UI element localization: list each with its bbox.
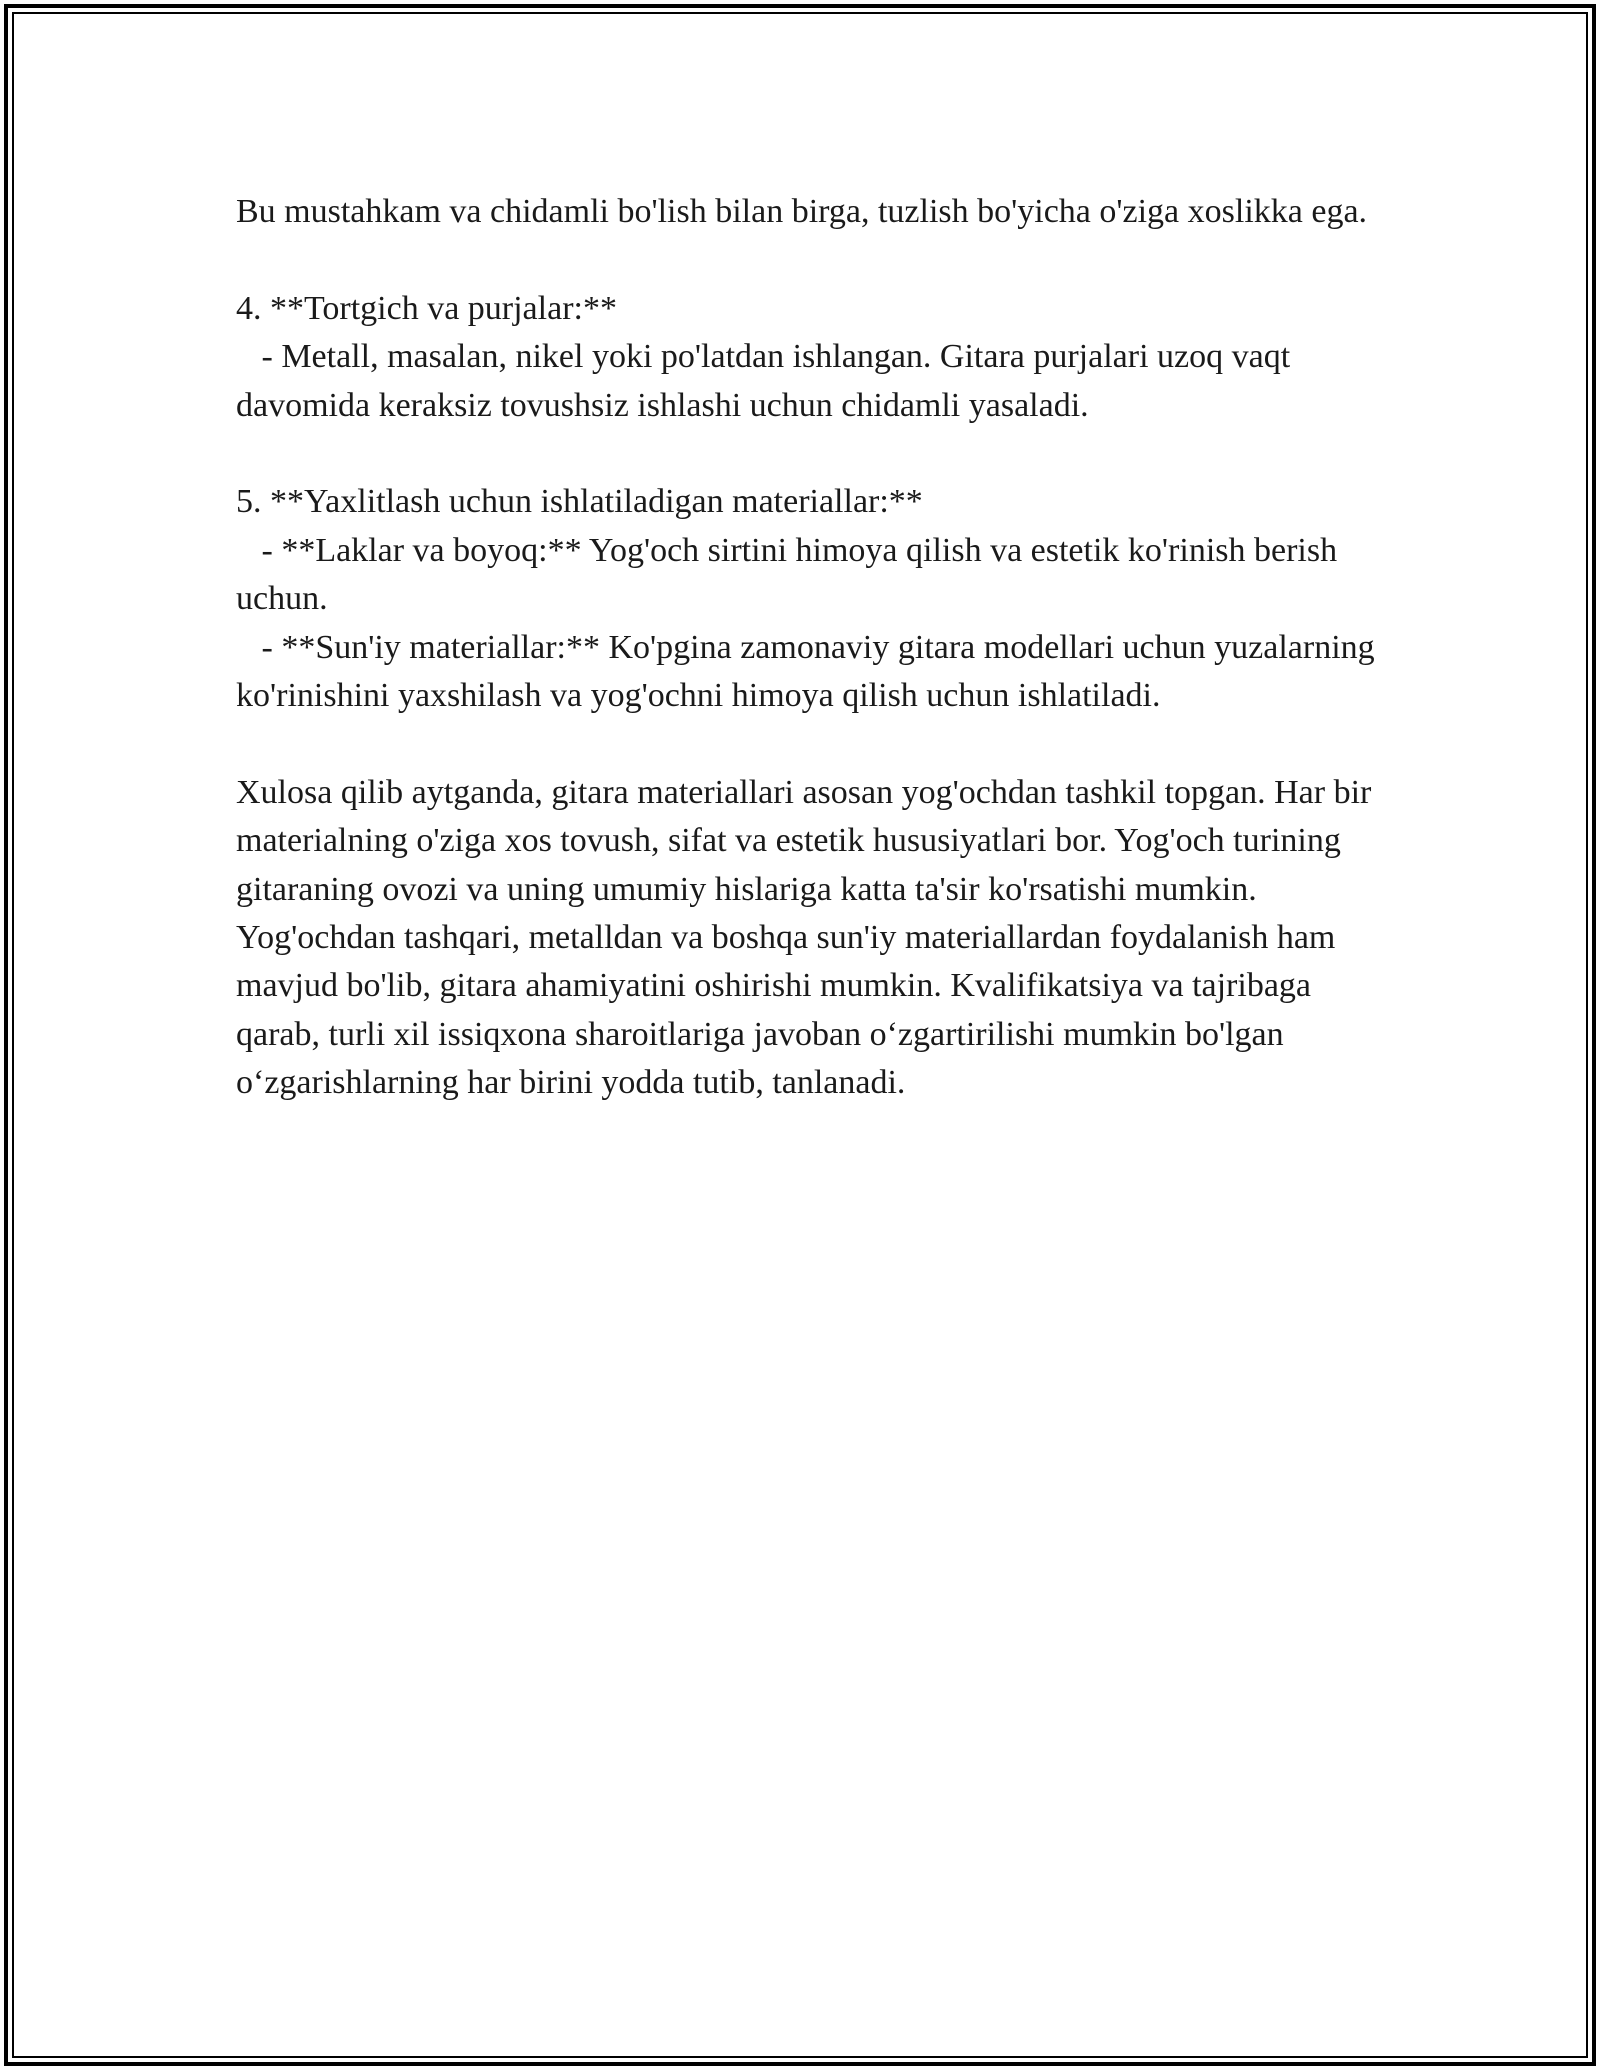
list-item-4-heading: 4. **Tortgich va purjalar:**: [236, 289, 617, 327]
blank-line: [236, 236, 1386, 284]
list-item-4-detail: - Metall, masalan, nikel yoki po'latdan ishlangan. Gitara purjalari uzoq vaqt davomida keraksiz tovushsiz ishlashi uchun chidamli yasaladi.: [236, 338, 1299, 424]
list-item-5-detail-lacquer: - **Laklar va boyoq:** Yog'och sirtini himoya qilish va estetik ko'rinish berish uchun.: [236, 531, 1346, 618]
paragraph-intro: Bu mustahkam va chidamli bo'lish bilan birga, tuzlish bo'yicha o'ziga xoslikka ega.: [236, 193, 1368, 230]
paragraph-conclusion: Xulosa qilib aytganda, gitara materiallari asosan yog'ochdan tashkil topgan. Har bir materialning o'ziga xos tovush, sifat va estetik hususiyatlari bor. Yog'och turining gitaraning ovozi va uning umumiy hislariga katta ta'sir ko'rsatishi mumkin. Yog'ochdan tashqari, metalldan va boshqa sun'iy materiallardan foydalanish ham mavjud bo'lib, gitara ahamiyatini oshirishi mumkin. Kvalifikatsiya va tajribaga qarab, turli xil issiqxona sharoitlariga javoban o‘zgartirilishi mumkin bo'lgan o‘zgarishlarning har birini yodda tutib, tanlanadi.: [236, 773, 1380, 1102]
list-item-5-detail-synthetic: - **Sun'iy materiallar:** Ko'pgina zamonaviy gitara modellari uchun yuzalarning ko'rinishini yaxshilash va yog'ochni himoya qilish uchun ishlatiladi.: [236, 628, 1384, 715]
document-body: [236, 188, 1386, 1108]
blank-line: [236, 720, 1386, 768]
blank-line: [236, 430, 1386, 478]
list-item-5-heading: 5. **Yaxlitlash uchun ishlatiladigan materiallar:**: [236, 483, 923, 521]
